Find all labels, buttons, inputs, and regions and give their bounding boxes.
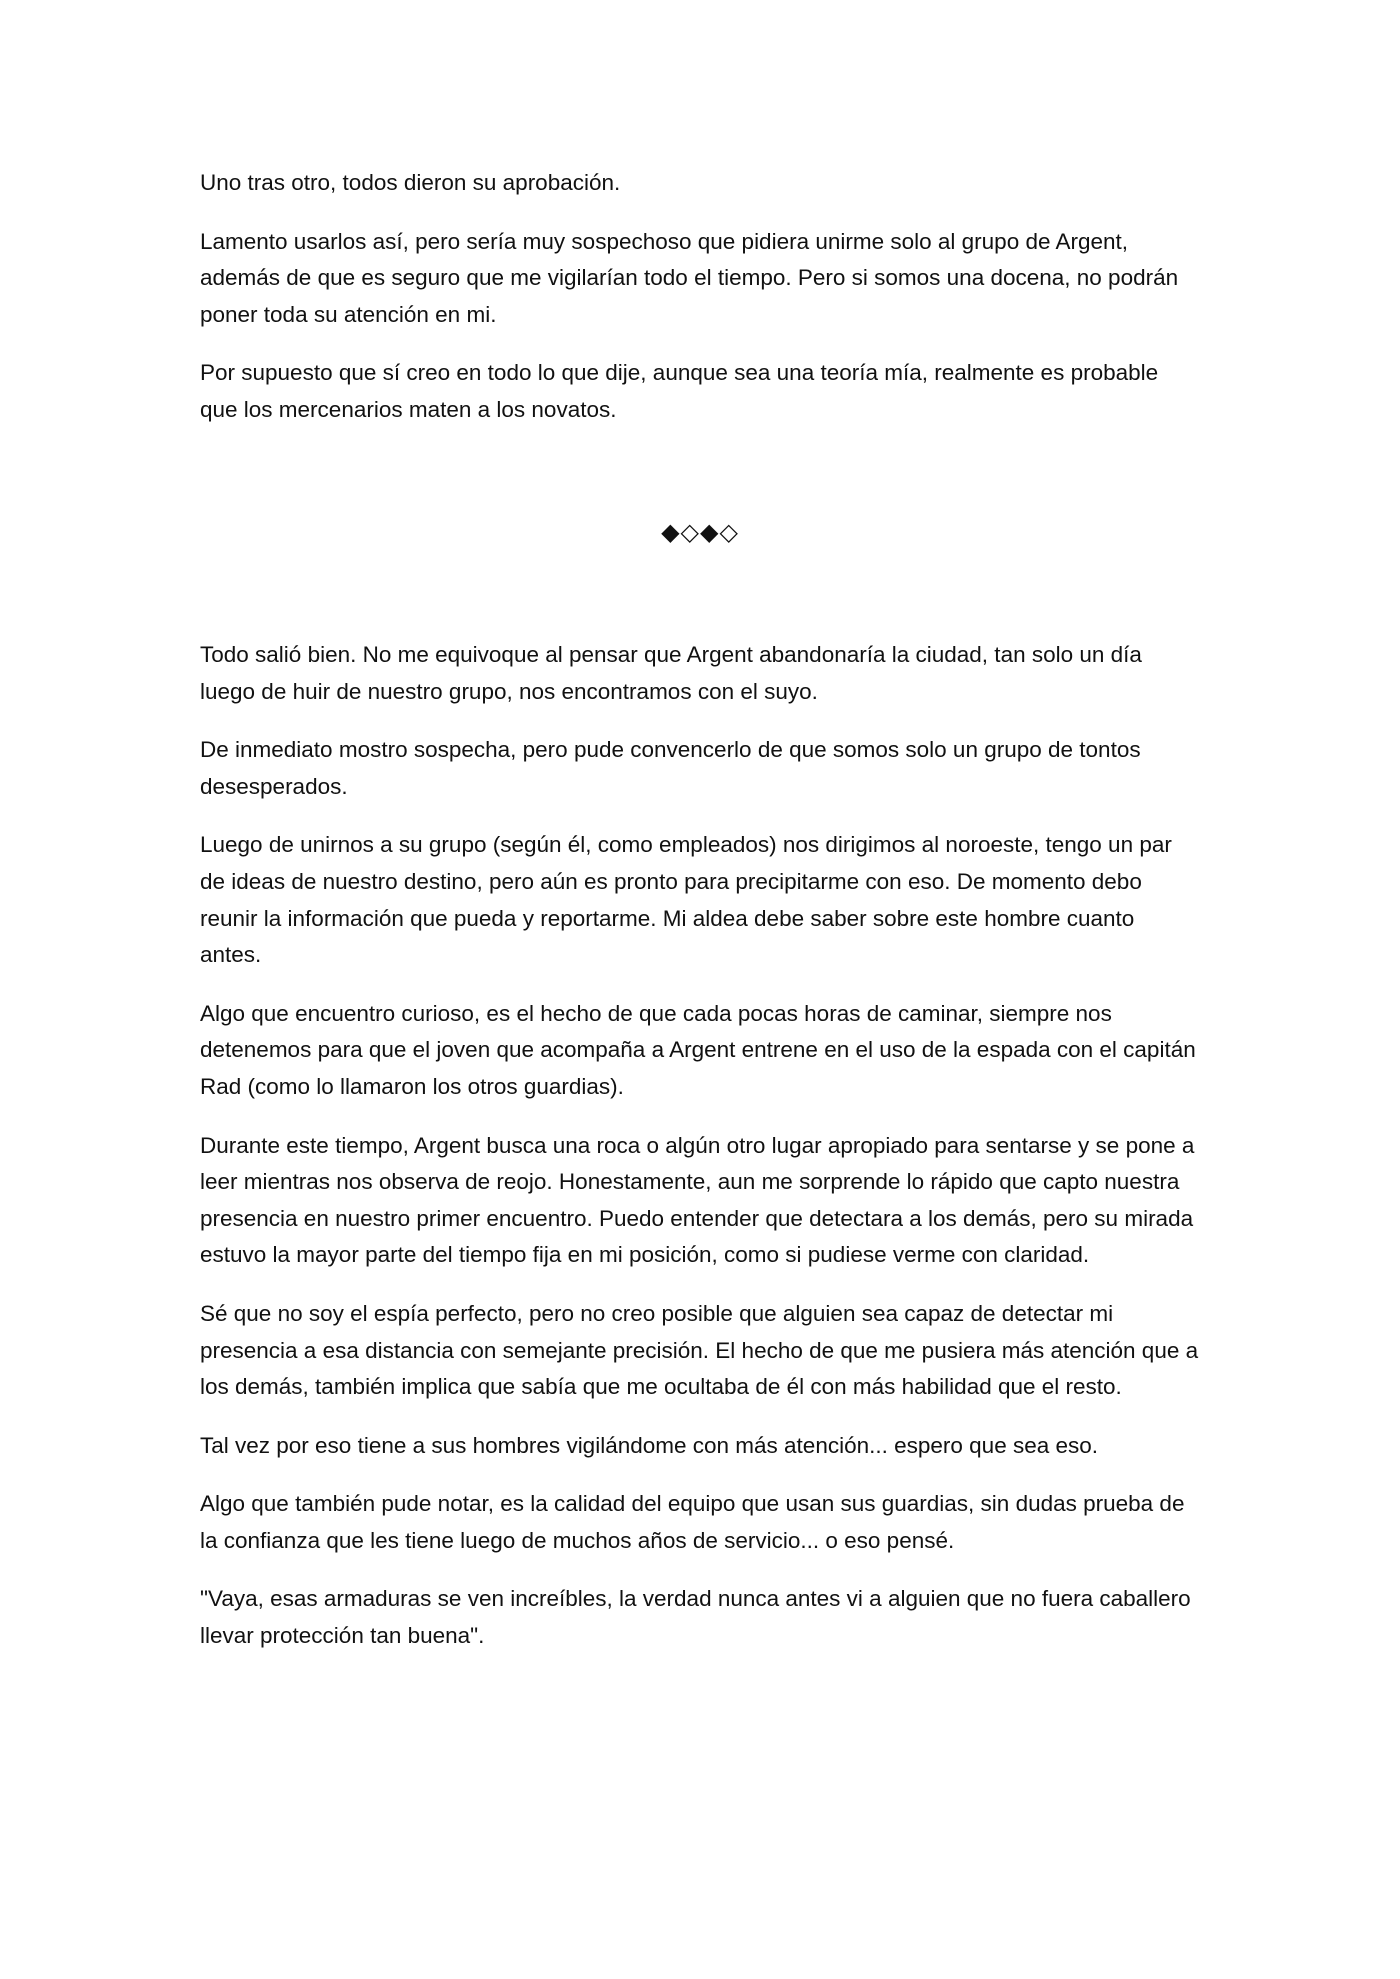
- paragraph: Uno tras otro, todos dieron su aprobación.: [200, 170, 621, 195]
- paragraph: Lamento usarlos así, pero sería muy sospechoso que pidiera unirme solo al grupo de Argent, además de que es seguro que me vigilarían todo el tiempo. Pero si somos una docena, no podrán poner toda su atención en mi.: [200, 228, 1179, 327]
- paragraph: Algo que también pude notar, es la calidad del equipo que usan sus guardias, sin dudas prueba de la confianza que les tiene luego de muchos años de servicio... o eso pensé.: [200, 1491, 1185, 1553]
- paragraph: Algo que encuentro curioso, es el hecho de que cada pocas horas de caminar, siempre nos detenemos para que el joven que acompaña a Argent entrene en el uso de la espada con el capitán Rad (como lo llamaron los otros guardias).: [200, 1000, 1196, 1099]
- paragraph: Por supuesto que sí creo en todo lo que dije, aunque sea una teoría mía, realmente es probable que los mercenarios maten a los novatos.: [200, 360, 1159, 422]
- text-section-2: [200, 637, 1200, 1677]
- scene-separator: ◆◇◆◇: [661, 518, 739, 546]
- paragraph: Durante este tiempo, Argent busca una roca o algún otro lugar apropiado para sentarse y se pone a leer mientras nos observa de reojo. Honestamente, aun me sorprende lo rápido que capto nuestra presencia en nuestro primer encuentro. Puedo entender que detectara a los demás, pero su mirada estuvo la mayor parte del tiempo fija en mi posición, como si pudiese verme con claridad.: [200, 1132, 1195, 1268]
- paragraph: De inmediato mostro sospecha, pero pude convencerlo de que somos solo un grupo de tontos desesperados.: [200, 737, 1141, 799]
- paragraph: Tal vez por eso tiene a sus hombres vigilándome con más atención... espero que sea eso.: [200, 1432, 1099, 1458]
- text-section-1: [200, 165, 1200, 451]
- paragraph: "Vaya, esas armaduras se ven increíbles, la verdad nunca antes vi a alguien que no fuera caballero llevar protección tan buena".: [200, 1586, 1191, 1649]
- paragraph: Sé que no soy el espía perfecto, pero no creo posible que alguien sea capaz de detectar mi presencia a esa distancia con semejante precisión. El hecho de que me pusiera más atención que a los demás, también implica que sabía que me ocultaba de él con más habilidad que el resto.: [200, 1300, 1199, 1400]
- paragraph: Luego de unirnos a su grupo (según él, como empleados) nos dirigimos al noroeste, tengo un par de ideas de nuestro destino, pero aún es pronto para precipitarme con eso. De momento debo reunir la información que pueda y reportarme. Mi aldea debe saber sobre este hombre cuanto antes.: [200, 832, 1172, 968]
- paragraph: Todo salió bien. No me equivoque al pensar que Argent abandonaría la ciudad, tan solo un día luego de huir de nuestro grupo, nos encontramos con el suyo.: [200, 642, 1142, 704]
